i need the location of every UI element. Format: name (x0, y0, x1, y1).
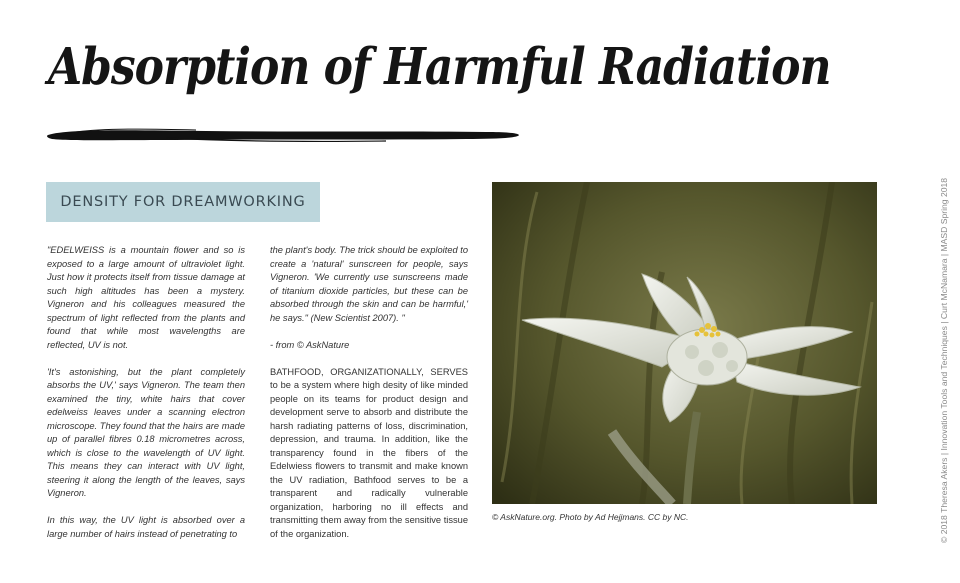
left-paragraph-1: "EDELWEISS is a mountain flower and so is exposed to a large amount of ultraviolet light. Just how it protects itself from tissue damage at such high altitudes has been a mystery. Vigneron and his colleagues measured the spectrum of light reflected from the plants and found that while most wavelengths are reflected, UV is not. (47, 245, 245, 350)
section-banner-label: DENSITY FOR DREAMWORKING (60, 194, 306, 210)
side-copyright: © 2018 Theresa Akers | Innovation Tools and Techniques | Curt McNamara | MASD Spring 2018 (939, 177, 949, 543)
left-text-column (47, 244, 245, 555)
attribution-line: - from © AskNature (270, 339, 350, 350)
page-title: Absorption of Harmful Radiation (48, 38, 831, 97)
right-paragraph-1: the plant's body. The trick should be exploited to create a 'natural' sunscreen for people, says Vigneron. 'We currently use sunscreens made of titanium dioxide particles, but these can be absorbed through the skin and can be harmful,' he says." (New Scientist 2007). " (270, 245, 468, 323)
section-banner (46, 182, 320, 222)
right-paragraph-3: BATHFOOD, ORGANIZATIONALLY, SERVES to be a system where high desity of like minded people on its teams for product design and development serve to absorb and distribute the harsh radiating patterns of loss, discrimination, depression, and trauma. In addition, like the transparency found in the fibers of the Edelwiess flowers to transmit and make known the UV radiation, Bathfood serves to be a transparent and radically vulnerable organization, harboring no ill effects and transmitting them away from the sensitive tissue of the organization. (270, 366, 468, 539)
brush-stroke-divider (46, 126, 520, 144)
photo-caption: © AskNature.org. Photo by Ad Hejjmans. CC by NC. (492, 512, 689, 522)
left-paragraph-3: In this way, the UV light is absorbed over a large number of hairs instead of penetrating to (47, 515, 245, 539)
edelweiss-photo (492, 182, 877, 504)
right-text-column (270, 244, 468, 555)
left-paragraph-2: 'It's astonishing, but the plant completely absorbs the UV,' says Vigneron. The team then examined the tiny, white hairs that cover edelweiss leaves under a scanning electron microscope. They found that the hairs are made up of parallel fibres 0.18 micrometres across, which is close to the wavelength of UV light. This means they can interact with UV light, steering it along the length of the leaves, says Vigneron. (47, 366, 245, 498)
